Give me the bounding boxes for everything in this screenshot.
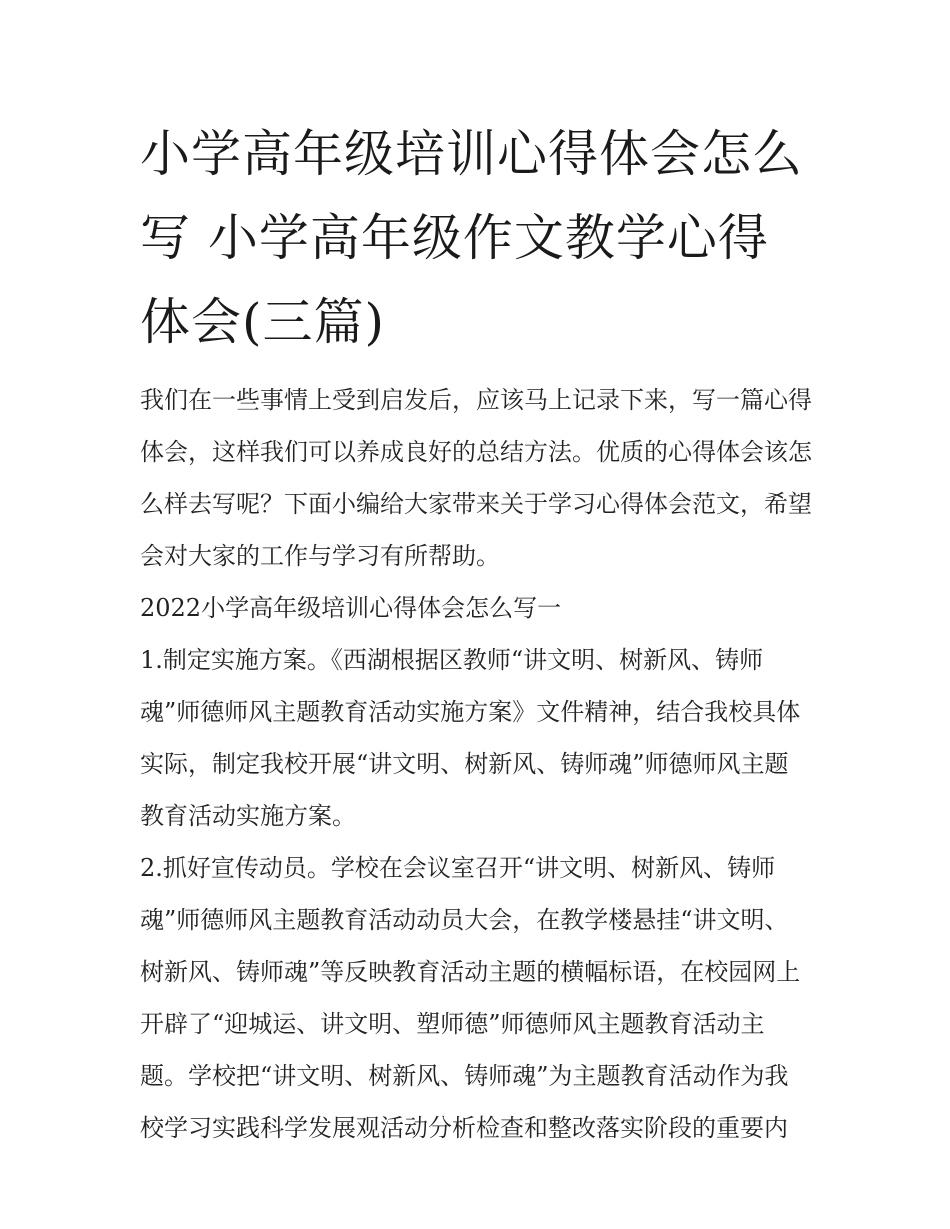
section-heading: 2022小学高年级培训心得体会怎么写一 — [140, 594, 562, 622]
paragraph-item-1: 1.制定实施方案。《西湖根据区教师“讲文明、树新风、铸师魂”师德师风主题教育活动实施方案》文件精神，结合我校具体实际，制定我校开展“讲文明、树新风、铸师魂”师德师风主题教育活动实施方案。 — [140, 646, 801, 830]
intro-paragraph: 我们在一些事情上受到启发后，应该马上记录下来，写一篇心得体会，这样我们可以养成良好的总结方法。优质的心得体会该怎么样去写呢？下面小编给大家带来关于学习心得体会范文，希望会对大家的工作与学习有所帮助。 — [140, 386, 812, 570]
document-body — [140, 112, 812, 1154]
paragraph-item-2: 2.抓好宣传动员。学校在会议室召开“讲文明、树新风、铸师魂”师德师风主题教育活动动员大会，在教学楼悬挂“讲文明、树新风、铸师魂”等反映教育活动主题的横幅标语，在校园网上开辟了“迎城运、讲文明、塑师德”师德师风主题教育活动主题。学校把“讲文明、树新风、铸师魂”为主题教育活动作为我校学习实践科学发展观活动分析检查和整改落实阶段的重要内 — [140, 854, 801, 1142]
document-title: 小学高年级培训心得体会怎么写 小学高年级作文教学心得体会(三篇) — [140, 125, 803, 351]
